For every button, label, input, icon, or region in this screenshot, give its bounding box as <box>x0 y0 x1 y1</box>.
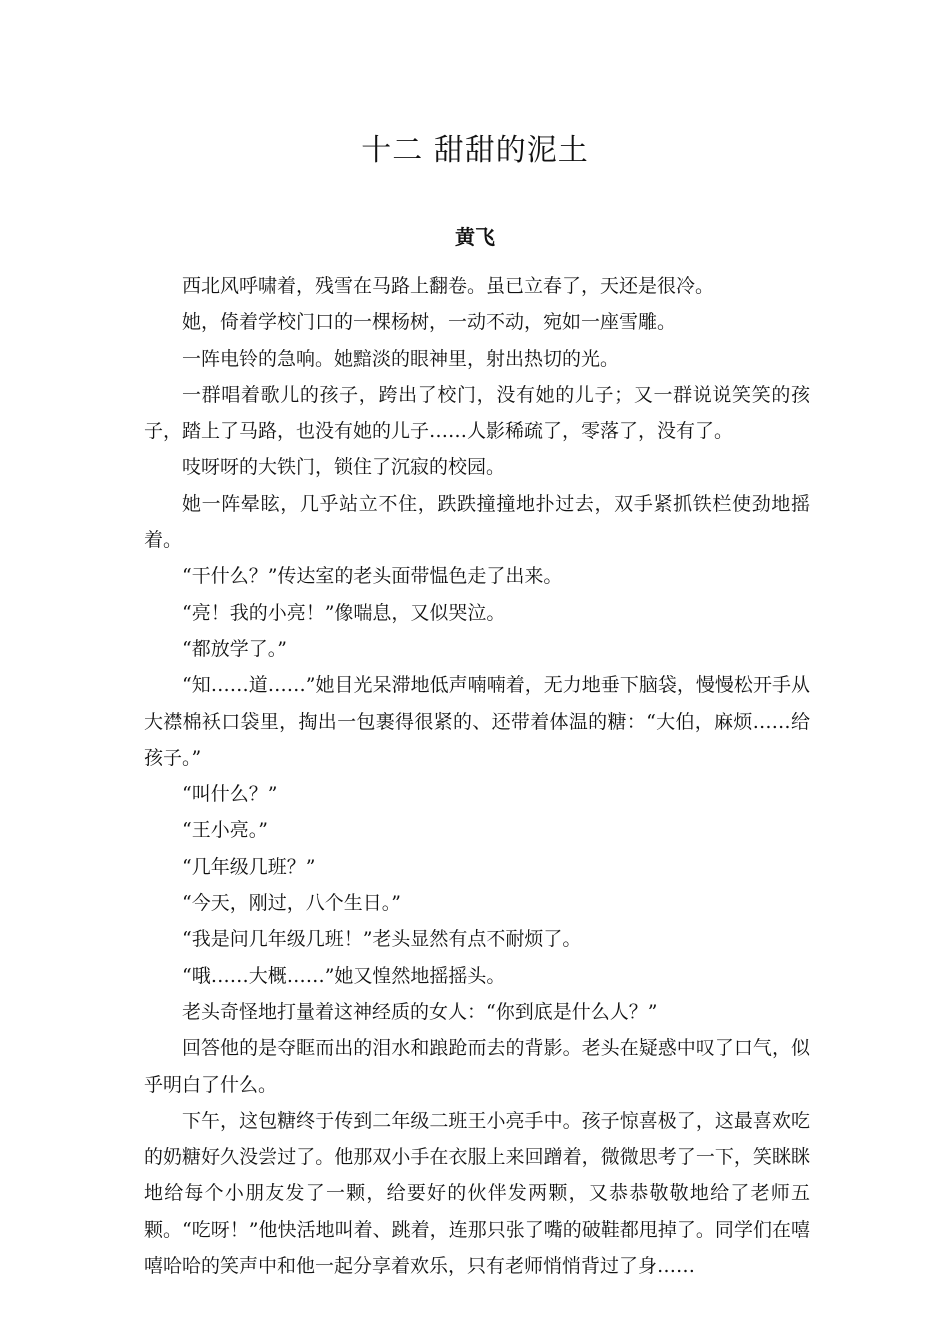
paragraph: 西北风呼啸着，残雪在马路上翻卷。虽已立春了，天还是很冷。 <box>182 275 715 297</box>
paragraph: “叫什么？” <box>182 783 278 806</box>
paragraph: “都放学了。” <box>182 637 287 660</box>
paragraph: 一阵电铃的急响。她黯淡的眼神里，射出热切的光。 <box>182 347 620 370</box>
paragraph: “干什么？”传达室的老头面带愠色走了出来。 <box>182 565 563 588</box>
paragraph: 回答他的是夺眶而出的泪水和踉跄而去的背影。老头在疑惑中叹了口气，似乎明白了什么。 <box>144 1037 810 1096</box>
paragraph: “知……道……”她目光呆滞地低声喃喃着，无力地垂下脑袋，慢慢松开手从大襟棉袄口袋里，掏出一包裹得很紧的、还带着体温的糖：“大伯，麻烦……给孩子。” <box>144 674 810 769</box>
paragraph: 她，倚着学校门口的一棵杨树，一动不动，宛如一座雪雕。 <box>182 311 677 334</box>
paragraph: 吱呀呀的大铁门，锁住了沉寂的校园。 <box>182 456 506 479</box>
author-name: 黄飞 <box>455 225 495 249</box>
paragraph: “今天，刚过，八个生日。” <box>182 892 401 915</box>
paragraph: 一群唱着歌儿的孩子，跨出了校门，没有她的儿子；又一群说说笑笑的孩子，踏上了马路，也没有她的儿子……人影稀疏了，零落了，没有了。 <box>144 383 810 443</box>
paragraph: “我是问几年级几班！”老头显然有点不耐烦了。 <box>182 928 582 951</box>
paragraph: 下午，这包糖终于传到二年级二班王小亮手中。孩子惊喜极了，这最喜欢吃的奶糖好久没尝过了。他那双小手在衣服上来回蹭着，微微思考了一下，笑眯眯地给每个小朋友发了一颗，给要好的伙伴发两颗，又恭恭敬敬地给了老师五颗。“吃呀！”他快活地叫着、跳着，连那只张了嘴的破鞋都甩掉了。同学们在嘻嘻哈哈的笑声中和他一起分享着欢乐，只有老师悄悄背过了身…… <box>144 1109 810 1278</box>
paragraph: 她一阵晕眩，几乎站立不住，跌跌撞撞地扑过去，双手紧抓铁栏使劲地摇着。 <box>144 492 810 552</box>
article-body <box>144 268 810 1284</box>
page-title: 十二 甜甜的泥土 <box>361 133 589 168</box>
paragraph: 老头奇怪地打量着这神经质的女人：“你到底是什么人？” <box>182 1000 658 1023</box>
paragraph: “哦……大概……”她又惶然地摇摇头。 <box>182 964 506 987</box>
paragraph: “几年级几班？” <box>182 855 316 878</box>
paragraph: “王小亮。” <box>182 819 268 842</box>
paragraph: “亮！我的小亮！”像喘息，又似哭泣。 <box>182 601 506 624</box>
